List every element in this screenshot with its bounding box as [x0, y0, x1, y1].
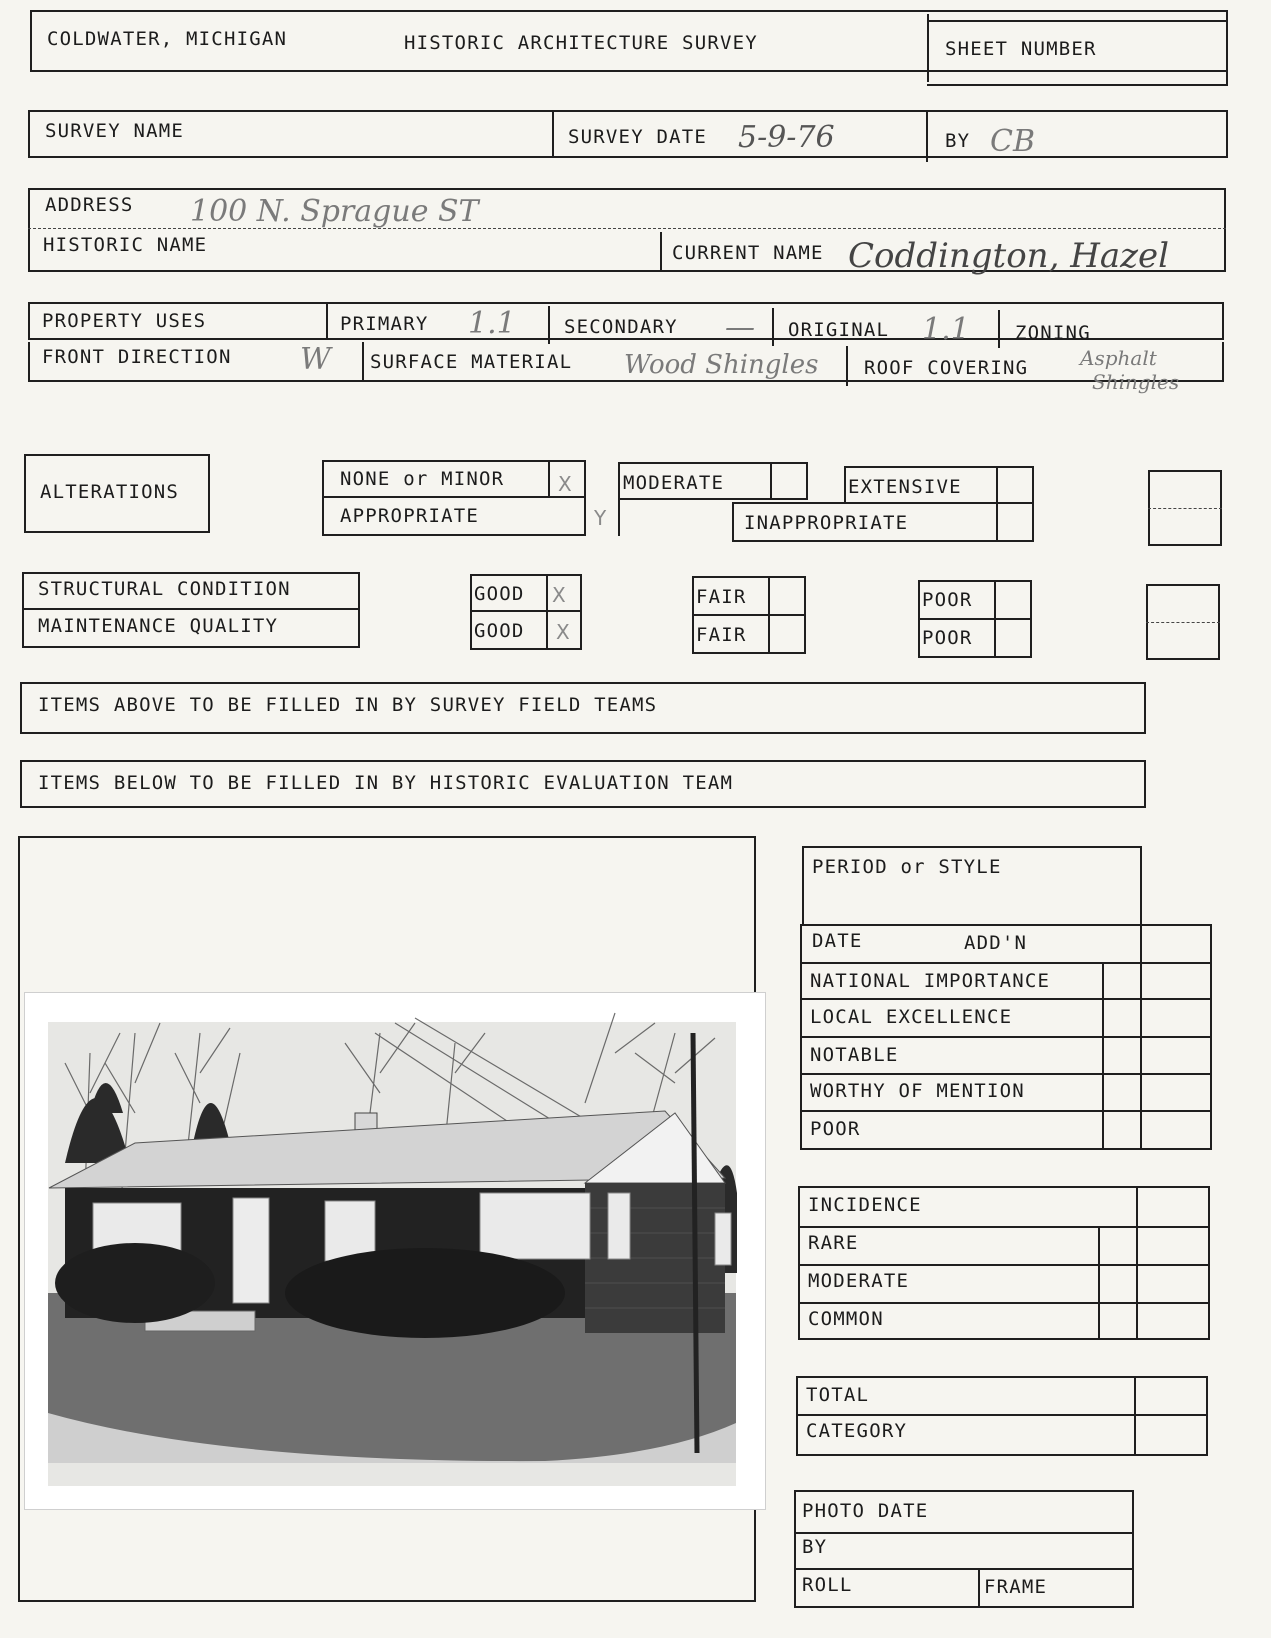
notable-label: NOTABLE: [810, 1044, 899, 1066]
fair-label-maintenance: FAIR: [696, 624, 747, 646]
photo-date-label: PHOTO DATE: [802, 1500, 929, 1522]
roof-covering-value-1: Asphalt: [1080, 346, 1157, 370]
addn-label: ADD'N: [964, 932, 1028, 954]
fair-label-structural: FAIR: [696, 586, 747, 608]
house-photograph: [24, 992, 766, 1510]
total-label: TOTAL: [806, 1384, 870, 1406]
date-label: DATE: [812, 930, 863, 952]
survey-title: HISTORIC ARCHITECTURE SURVEY: [404, 32, 758, 54]
sheet-number-label: SHEET NUMBER: [945, 38, 1097, 60]
frame-label: FRAME: [984, 1576, 1048, 1598]
worthy-of-mention-label: WORTHY OF MENTION: [810, 1080, 1025, 1102]
address-label: ADDRESS: [45, 194, 134, 216]
survey-name-label: SURVEY NAME: [45, 120, 185, 142]
secondary-value: —: [725, 310, 755, 345]
good-label-structural: GOOD: [474, 583, 525, 605]
photo-by-label: BY: [802, 1536, 828, 1558]
none-or-minor-mark: X: [558, 472, 572, 496]
house-image: [25, 993, 767, 1511]
inappropriate-label: INAPPROPRIATE: [744, 512, 909, 534]
poor-label-structural: POOR: [922, 589, 973, 611]
original-label: ORIGINAL: [788, 319, 890, 341]
rare-label: RARE: [808, 1232, 859, 1254]
extensive-label: EXTENSIVE: [848, 476, 962, 498]
items-below-note: ITEMS BELOW TO BE FILLED IN BY HISTORIC EVALUATION TEAM: [38, 772, 734, 794]
local-excellence-label: LOCAL EXCELLENCE: [810, 1006, 1013, 1028]
common-label: COMMON: [808, 1308, 884, 1330]
period-style-label: PERIOD or STYLE: [812, 856, 1002, 878]
national-importance-label: NATIONAL IMPORTANCE: [810, 970, 1051, 992]
items-above-note: ITEMS ABOVE TO BE FILLED IN BY SURVEY FIELD TEAMS: [38, 694, 658, 716]
incidence-label: INCIDENCE: [808, 1194, 922, 1216]
address-value: 100 N. Sprague ST: [190, 194, 479, 229]
surface-material-value: Wood Shingles: [624, 350, 819, 380]
moderate-incidence-label: MODERATE: [808, 1270, 910, 1292]
maintenance-quality-label: MAINTENANCE QUALITY: [38, 615, 279, 637]
category-label: CATEGORY: [806, 1420, 908, 1442]
current-name-label: CURRENT NAME: [672, 242, 824, 264]
appropriate-mark: Y: [594, 506, 607, 530]
roll-label: ROLL: [802, 1574, 853, 1596]
surface-material-label: SURFACE MATERIAL: [370, 351, 573, 373]
front-direction-value: W: [300, 342, 331, 377]
zoning-label: ZONING: [1015, 322, 1091, 344]
front-direction-label: FRONT DIRECTION: [42, 346, 232, 368]
primary-value: 1.1: [468, 306, 516, 341]
primary-label: PRIMARY: [340, 313, 429, 335]
maintenance-good-mark: X: [556, 620, 570, 644]
good-label-maintenance: GOOD: [474, 620, 525, 642]
poor-eval-label: POOR: [810, 1118, 861, 1140]
roof-covering-value-2: Shingles: [1092, 370, 1180, 394]
structural-good-mark: X: [552, 583, 566, 607]
roof-covering-label: ROOF COVERING: [864, 357, 1029, 379]
survey-date-value: 5-9-76: [738, 120, 835, 155]
city-label: COLDWATER, MICHIGAN: [47, 28, 288, 50]
by-label: BY: [945, 130, 971, 152]
historic-name-label: HISTORIC NAME: [43, 234, 208, 256]
by-value: CB: [990, 124, 1035, 159]
alterations-label: ALTERATIONS: [40, 481, 180, 503]
property-uses-label: PROPERTY USES: [42, 310, 207, 332]
current-name-value: Coddington, Hazel: [848, 236, 1170, 276]
moderate-label: MODERATE: [623, 472, 725, 494]
none-or-minor-label: NONE or MINOR: [340, 468, 505, 490]
appropriate-label: APPROPRIATE: [340, 505, 480, 527]
survey-date-label: SURVEY DATE: [568, 126, 708, 148]
secondary-label: SECONDARY: [564, 316, 678, 338]
structural-condition-label: STRUCTURAL CONDITION: [38, 578, 291, 600]
original-value: 1.1: [922, 312, 970, 347]
poor-label-maintenance: POOR: [922, 627, 973, 649]
